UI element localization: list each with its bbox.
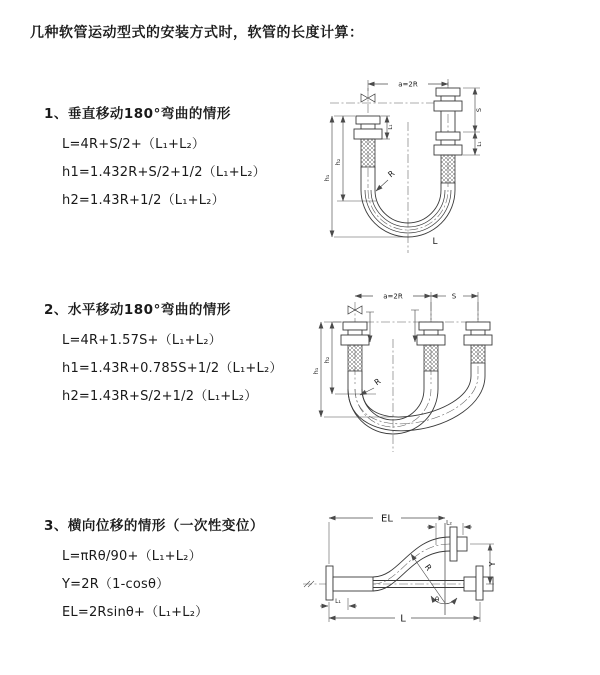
section-vertical-movement xyxy=(44,104,316,215)
dimension-span xyxy=(355,292,478,320)
formula-h2: h2=1.43R+S/2+1/2（L₁+L₂） xyxy=(62,389,258,404)
section-horizontal-movement xyxy=(44,300,316,411)
dimension-left-fitting xyxy=(320,598,357,610)
diagram-horizontal-movement xyxy=(308,284,595,456)
right-hose-leg xyxy=(434,88,462,190)
radius-label: R xyxy=(386,168,397,180)
formula-L: L=πRθ/90+（L₁+L₂） xyxy=(62,549,202,564)
dimension-stroke xyxy=(431,293,478,301)
left-flange xyxy=(326,566,373,600)
section-3-heading: 3、横向位移的情形（一次性变位） xyxy=(44,518,264,534)
dimension-stroke xyxy=(463,88,483,132)
section-1-heading: 1、垂直移动180°弯曲的情形 xyxy=(44,106,231,122)
right-fitting-label: L₁ xyxy=(477,141,483,147)
radius-callout xyxy=(360,376,383,395)
diagram-lateral-displacement xyxy=(298,503,600,645)
length-label: L xyxy=(432,237,438,247)
formula-L: L=4R+1.57S+（L₁+L₂） xyxy=(62,333,222,348)
formula-L: L=4R+S/2+（L₁+L₂） xyxy=(62,137,206,152)
lower-right-flange xyxy=(464,566,493,600)
section-lateral-displacement xyxy=(44,516,316,627)
formula-Y: Y=2R（1-cosθ） xyxy=(62,577,170,592)
stroke-label: S xyxy=(451,292,457,301)
span-label: a=2R xyxy=(398,80,418,89)
angle-callout xyxy=(431,596,457,604)
left-fitting-label: L₁ xyxy=(335,598,341,605)
upper-right-flange xyxy=(450,527,467,561)
formula-h1: h1=1.432R+S/2+1/2（L₁+L₂） xyxy=(62,165,266,180)
movement-arrows xyxy=(366,310,419,342)
dimension-length xyxy=(329,602,480,625)
page-title: 几种软管运动型式的安装方式时，软管的长度计算： xyxy=(30,25,364,41)
displaced-hose xyxy=(373,537,450,591)
radius-callout xyxy=(376,169,397,191)
stroke-label: S xyxy=(475,107,483,113)
dimension-right-fitting xyxy=(463,132,483,155)
length-label: L xyxy=(400,613,406,625)
top-fitting-label: L₂ xyxy=(446,519,452,527)
formula-EL: EL=2Rsinθ+（L₁+L₂） xyxy=(62,605,209,620)
diagram-vertical-movement xyxy=(310,70,592,258)
radius-callout xyxy=(411,554,445,603)
left-fitting-label: L₁ xyxy=(388,124,394,130)
dimension-effective-length xyxy=(329,514,445,565)
effective-length-label: EL xyxy=(381,513,393,525)
h-inner-label: h₂ xyxy=(334,158,342,166)
radius-label: R xyxy=(372,376,383,388)
formula-h1: h1=1.43R+0.785S+1/2（L₁+L₂） xyxy=(62,361,283,376)
span-label: a=2R xyxy=(383,292,403,301)
h-inner-label: h₂ xyxy=(323,356,331,364)
section-2-heading: 2、水平移动180°弯曲的情形 xyxy=(44,302,231,318)
left-hose-leg xyxy=(354,116,382,190)
u-bend-hose-position2 xyxy=(348,376,485,431)
h-outer-label: h₁ xyxy=(312,367,320,375)
radius-label: R xyxy=(422,562,434,573)
angle-label: θ xyxy=(434,596,440,604)
formula-h2: h2=1.43R+1/2（L₁+L₂） xyxy=(62,193,225,208)
h-outer-label: h₁ xyxy=(323,174,331,182)
offset-label: Y xyxy=(488,561,497,567)
